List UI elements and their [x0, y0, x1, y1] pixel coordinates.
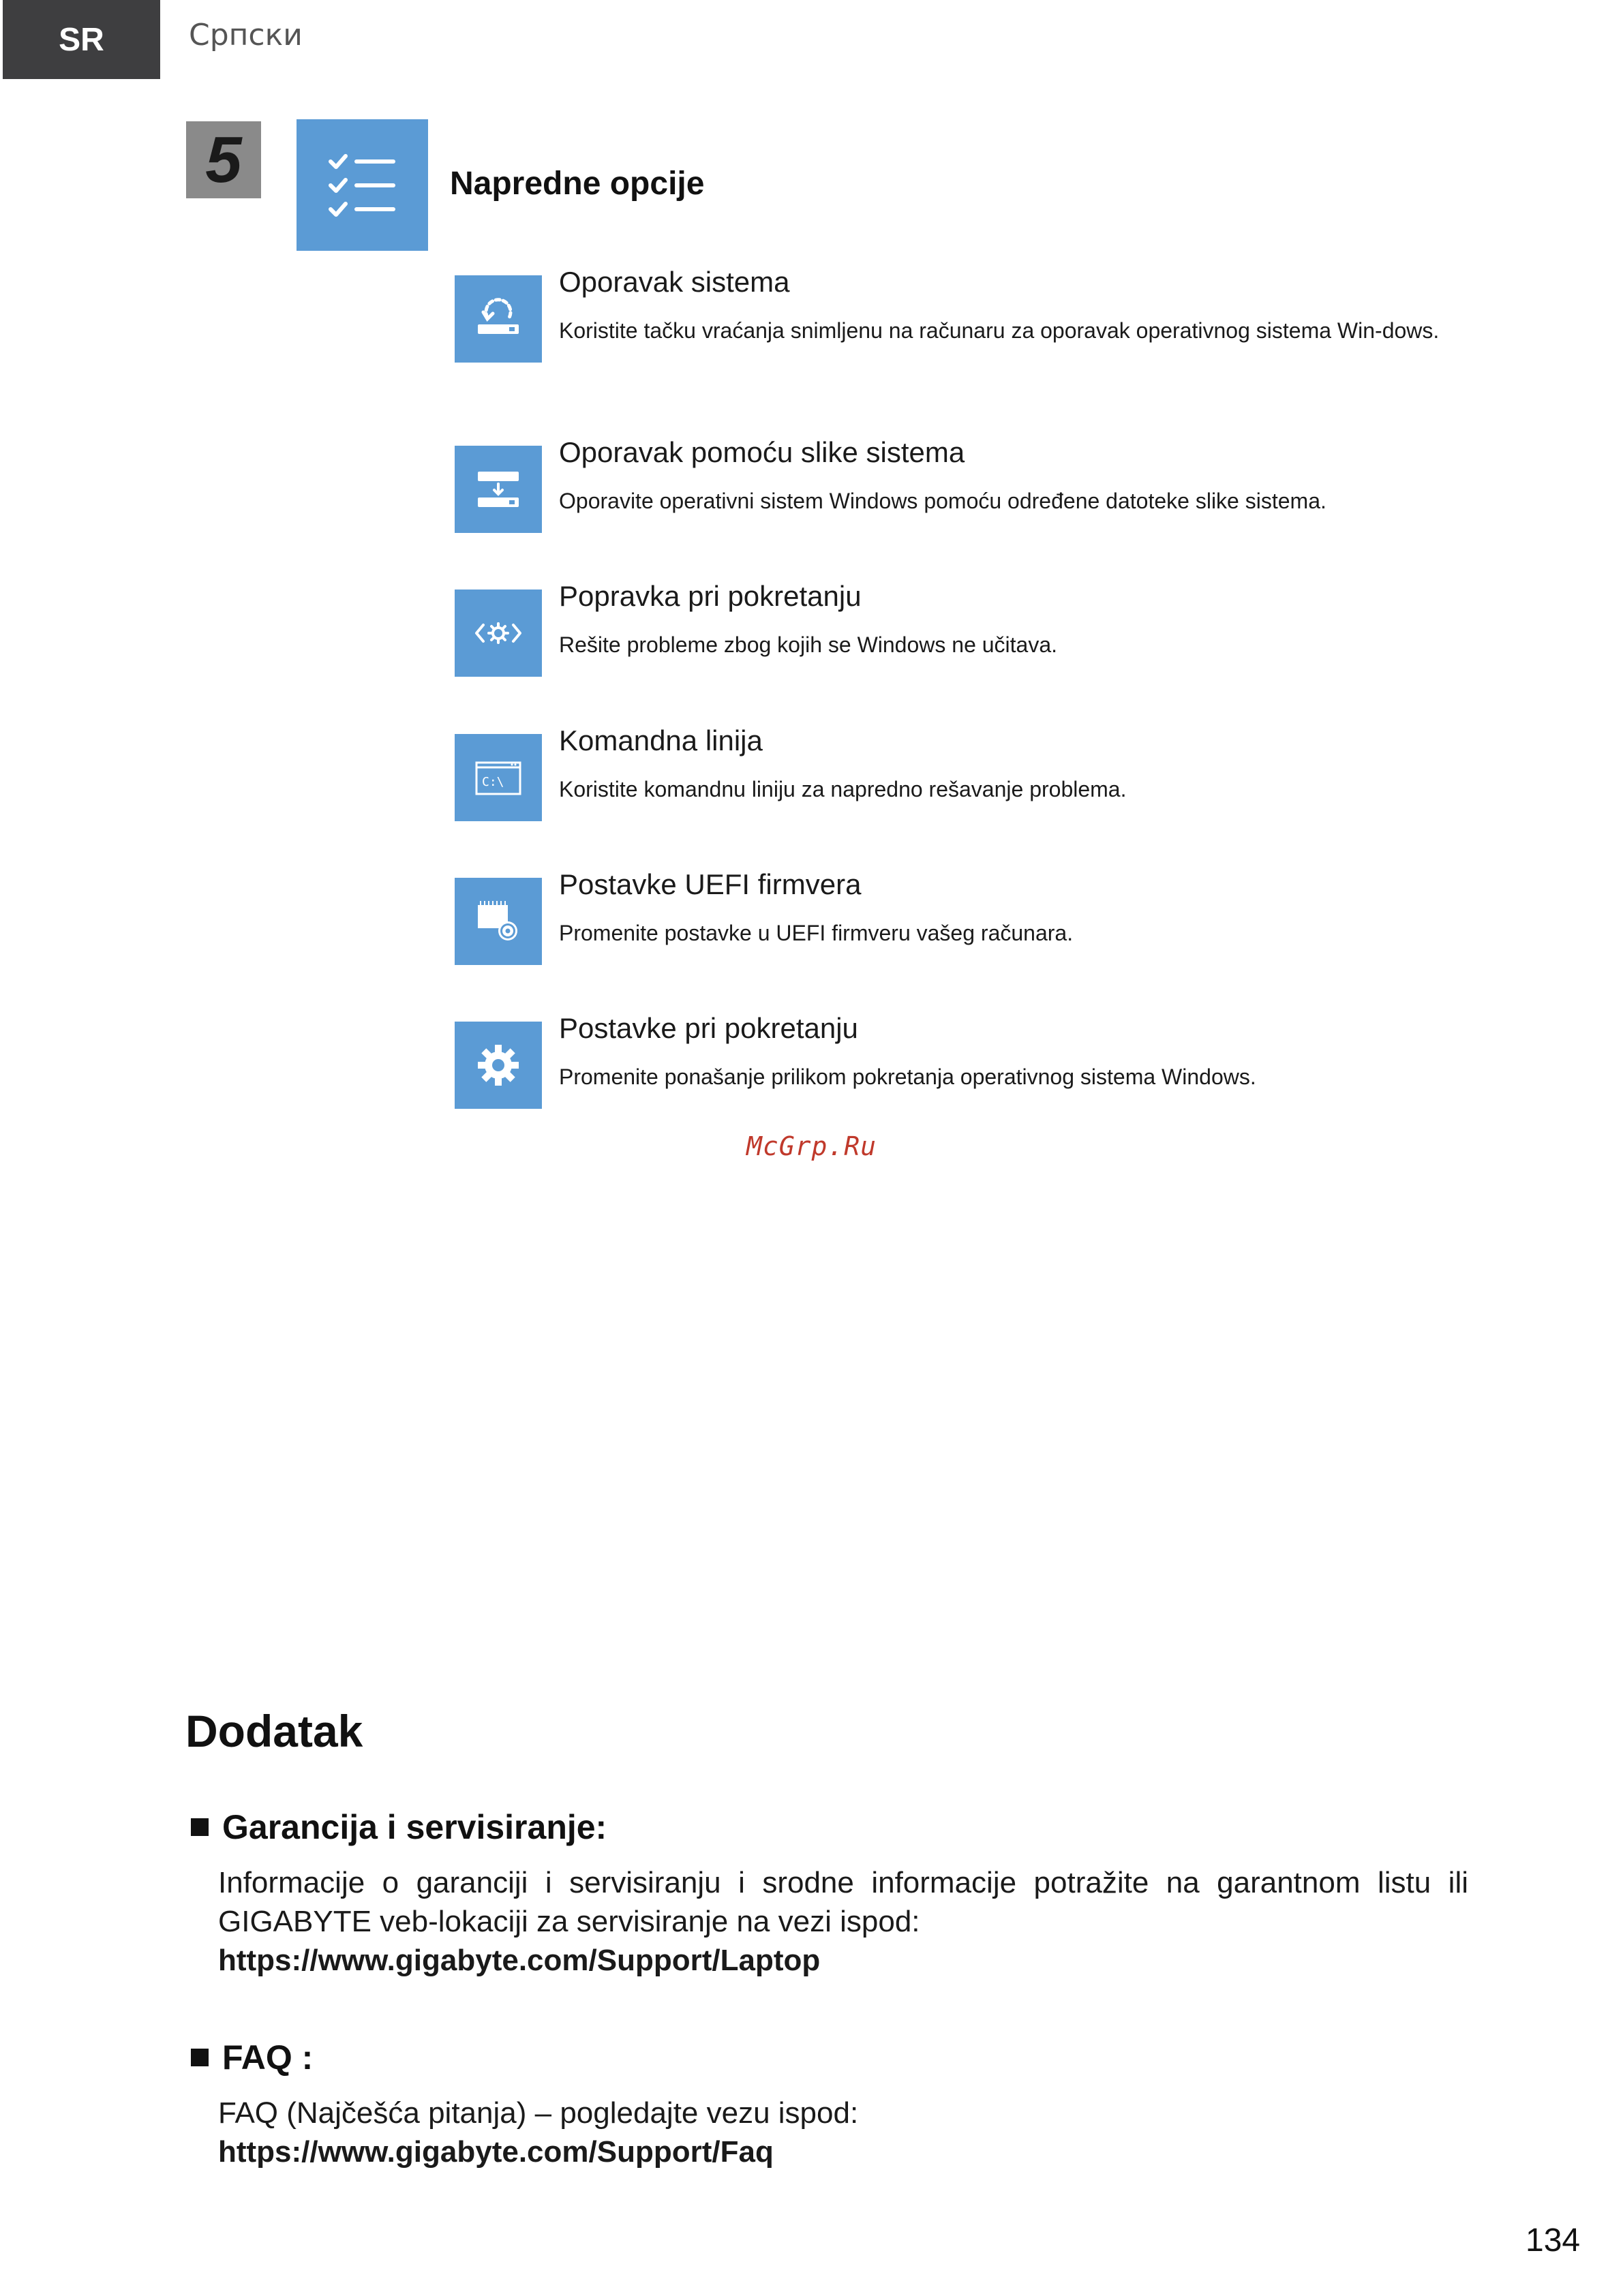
option-description: Koristite komandnu liniju za napredno rešavanje problema. [559, 777, 1127, 801]
warranty-heading [191, 1807, 607, 1847]
faq-link[interactable]: https://www.gigabyte.com/Support/Faq [218, 2135, 774, 2169]
option-title: Oporavak sistema [559, 266, 790, 298]
faq-text: FAQ (Najčešća pitanja) – pogledajte vezu ispod: [218, 2096, 859, 2130]
option-command-prompt[interactable] [455, 724, 1477, 827]
watermark: McGrp.Ru [746, 1131, 877, 1161]
checklist-icon [297, 119, 428, 251]
option-uefi-firmware[interactable] [455, 868, 1477, 970]
option-startup-repair[interactable] [455, 580, 1477, 682]
option-title: Komandna linija [559, 724, 763, 756]
option-system-restore[interactable] [455, 266, 1477, 368]
system-image-recovery-icon [455, 446, 542, 533]
option-startup-settings[interactable] [455, 1012, 1477, 1114]
command-prompt-icon [455, 734, 542, 821]
option-description: Promenite ponašanje prilikom pokretanja operativnog sistema Windows. [559, 1065, 1256, 1089]
option-title: Postavke UEFI firmvera [559, 868, 862, 900]
option-system-image-recovery[interactable] [455, 436, 1477, 538]
warranty-link[interactable]: https://www.gigabyte.com/Support/Laptop [218, 1944, 821, 1977]
option-description: Promenite postavke u UEFI firmveru vašeg računara. [559, 921, 1074, 945]
option-title: Oporavak pomoću slike sistema [559, 436, 965, 468]
faq-heading-text: FAQ : [222, 2038, 314, 2077]
faq-heading [191, 2038, 313, 2077]
option-description: Rešite probleme zbog kojih se Windows ne učitava. [559, 632, 1058, 657]
startup-repair-icon [455, 590, 542, 677]
option-title: Postavke pri pokretanju [559, 1012, 858, 1044]
page-number: 134 [1526, 2222, 1581, 2259]
square-bullet-icon [191, 1818, 209, 1836]
language-tab: SR [3, 0, 160, 79]
warranty-text: Informacije o garanciji i servisiranju i srodne informacije potražite na garantnom listu ili GIGABYTE veb-lokaciji za servisiranje na vezi ispod: [218, 1866, 1468, 1938]
faq-body [218, 2094, 1468, 2171]
language-name: Српски [189, 18, 303, 52]
step-number: 5 [186, 121, 261, 198]
option-title: Popravka pri pokretanju [559, 580, 862, 612]
square-bullet-icon [191, 2049, 209, 2066]
section-title: Napredne opcije [450, 166, 705, 202]
gear-icon [455, 1022, 542, 1109]
option-description: Oporavite operativni sistem Windows pomoću određene datoteke slike sistema. [559, 489, 1326, 513]
system-restore-icon [455, 275, 542, 363]
option-description: Koristite tačku vraćanja snimljenu na računaru za oporavak operativnog sistema Win-dows. [559, 318, 1440, 343]
svg-text:C:\: C:\ [482, 775, 504, 789]
appendix-title: Dodatak [185, 1706, 363, 1756]
warranty-heading-text: Garancija i servisiranje: [222, 1808, 607, 1846]
warranty-body [218, 1863, 1468, 1980]
uefi-firmware-icon [455, 878, 542, 965]
